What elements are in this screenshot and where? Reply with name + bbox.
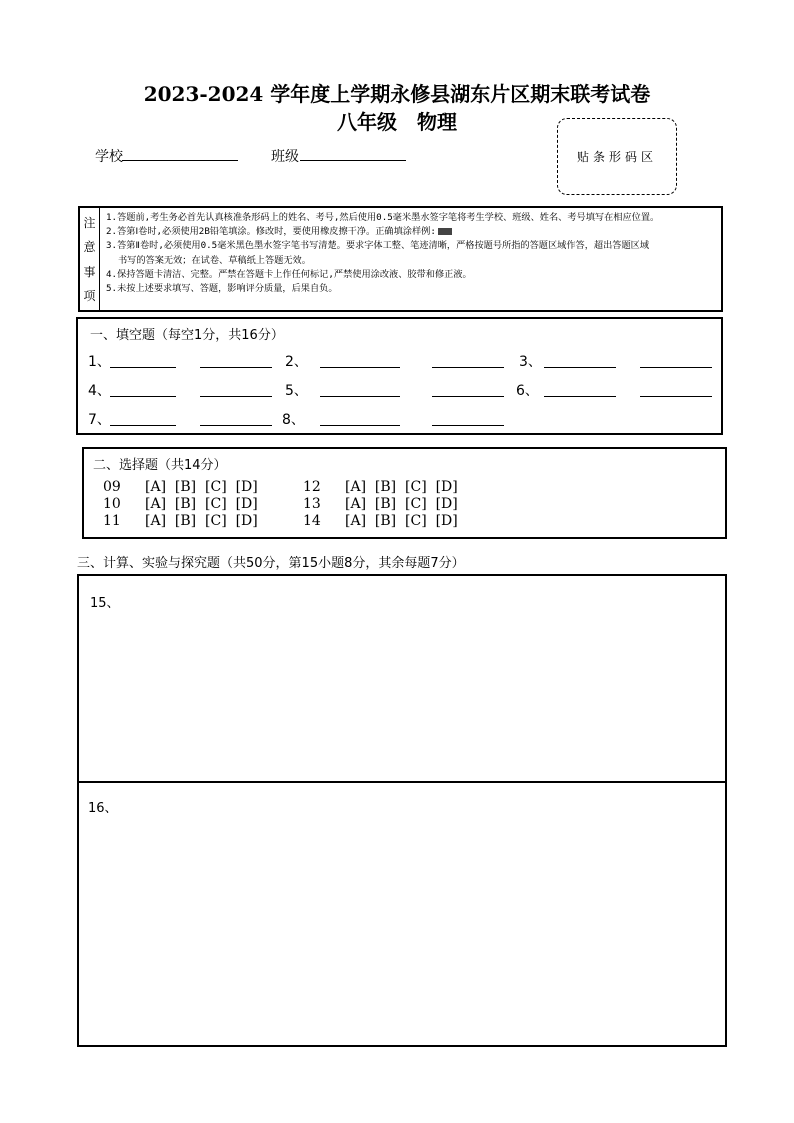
notice-char: 注 — [83, 215, 96, 230]
barcode-area — [557, 118, 677, 195]
blank-label: 3、 — [519, 354, 542, 370]
answer-blank[interactable] — [544, 395, 616, 397]
choice-options[interactable]: [A] [B] [C] [D] — [145, 496, 258, 512]
answer-blank[interactable] — [640, 395, 712, 397]
blank-label: 1、 — [88, 354, 111, 370]
notice-line: 4.保持答题卡清洁、完整。严禁在答题卡上作任何标记,严禁使用涂改液、胶带和修正液。 — [106, 268, 472, 280]
notice-char: 事 — [83, 264, 96, 279]
choice-number: 10 — [103, 496, 121, 512]
notice-side-label — [80, 208, 100, 310]
section3-title: 三、计算、实验与探究题（共50分，第15小题8分，其余每题7分） — [77, 556, 465, 571]
notice-line: 3.答第Ⅱ卷时,必须使用0.5毫米黑色墨水签字笔书写清楚。要求字体工整、笔迹清晰，严格按题号所指的答题区域作答，超出答题区域 — [106, 240, 650, 252]
answer-blank[interactable] — [432, 366, 504, 368]
answer-blank[interactable] — [110, 395, 176, 397]
blank-label: 8、 — [282, 412, 305, 428]
blank-label: 7、 — [88, 412, 111, 428]
answer-blank[interactable] — [110, 366, 176, 368]
section1-title: 一、填空题（每空1分，共16分） — [90, 328, 284, 343]
answer-area-16[interactable] — [77, 781, 727, 1047]
choice-options[interactable]: [A] [B] [C] [D] — [145, 479, 258, 495]
choice-number: 11 — [103, 513, 121, 529]
class-field[interactable] — [300, 159, 406, 161]
blank-label: 6、 — [516, 383, 539, 399]
notice-line: 书写的答案无效；在试卷、草稿纸上答题无效。 — [118, 254, 311, 266]
class-label: 班级 — [271, 149, 299, 165]
choice-options[interactable]: [A] [B] [C] [D] — [345, 479, 458, 495]
answer-blank[interactable] — [200, 366, 272, 368]
school-field[interactable] — [122, 159, 238, 161]
section2-title: 二、选择题（共14分） — [93, 458, 227, 473]
notice-line: 1.答题前,考生务必首先认真核准条形码上的姓名、考号,然后使用0.5毫米墨水签字笔将考生学校、班级、姓名、考号填写在相应位置。 — [106, 212, 660, 223]
choice-number: 12 — [303, 479, 321, 495]
blank-label: 4、 — [88, 383, 111, 399]
notice-char: 意 — [83, 240, 96, 255]
choice-number: 13 — [303, 496, 321, 512]
exam-subtitle: 八年级 物理 — [337, 110, 457, 134]
fill-sample-icon — [438, 228, 452, 235]
notice-box — [78, 206, 723, 312]
choice-options[interactable]: [A] [B] [C] [D] — [345, 496, 458, 512]
answer-area-15[interactable] — [77, 574, 727, 783]
answer-blank[interactable] — [544, 366, 616, 368]
answer-blank[interactable] — [110, 424, 176, 426]
notice-body — [106, 211, 718, 296]
answer-blank[interactable] — [200, 395, 272, 397]
answer-blank[interactable] — [432, 395, 504, 397]
choice-number: 14 — [303, 513, 321, 529]
blank-label: 5、 — [285, 383, 308, 399]
notice-line: 2.答第Ⅰ卷时,必须使用2B铅笔填涂。修改时，要使用橡皮擦干净。正确填涂样例: — [106, 225, 718, 239]
answer-blank[interactable] — [320, 366, 400, 368]
school-label: 学校 — [95, 149, 123, 165]
question-number-15: 15、 — [90, 596, 120, 611]
choice-options[interactable]: [A] [B] [C] [D] — [345, 513, 458, 529]
exam-title: 2023-2024 学年度上学期永修县湖东片区期末联考试卷 — [143, 82, 651, 106]
answer-blank[interactable] — [200, 424, 272, 426]
notice-char: 项 — [83, 289, 96, 304]
answer-blank[interactable] — [320, 424, 400, 426]
notice-line: 5.未按上述要求填写、答题，影响评分质量，后果自负。 — [106, 283, 338, 295]
answer-blank[interactable] — [432, 424, 504, 426]
question-number-16: 16、 — [88, 801, 118, 816]
choice-number: 09 — [103, 479, 121, 495]
answer-blank[interactable] — [320, 395, 400, 397]
choice-options[interactable]: [A] [B] [C] [D] — [145, 513, 258, 529]
blank-label: 2、 — [285, 354, 308, 370]
barcode-label: 贴条形码区 — [576, 150, 657, 164]
answer-blank[interactable] — [640, 366, 712, 368]
